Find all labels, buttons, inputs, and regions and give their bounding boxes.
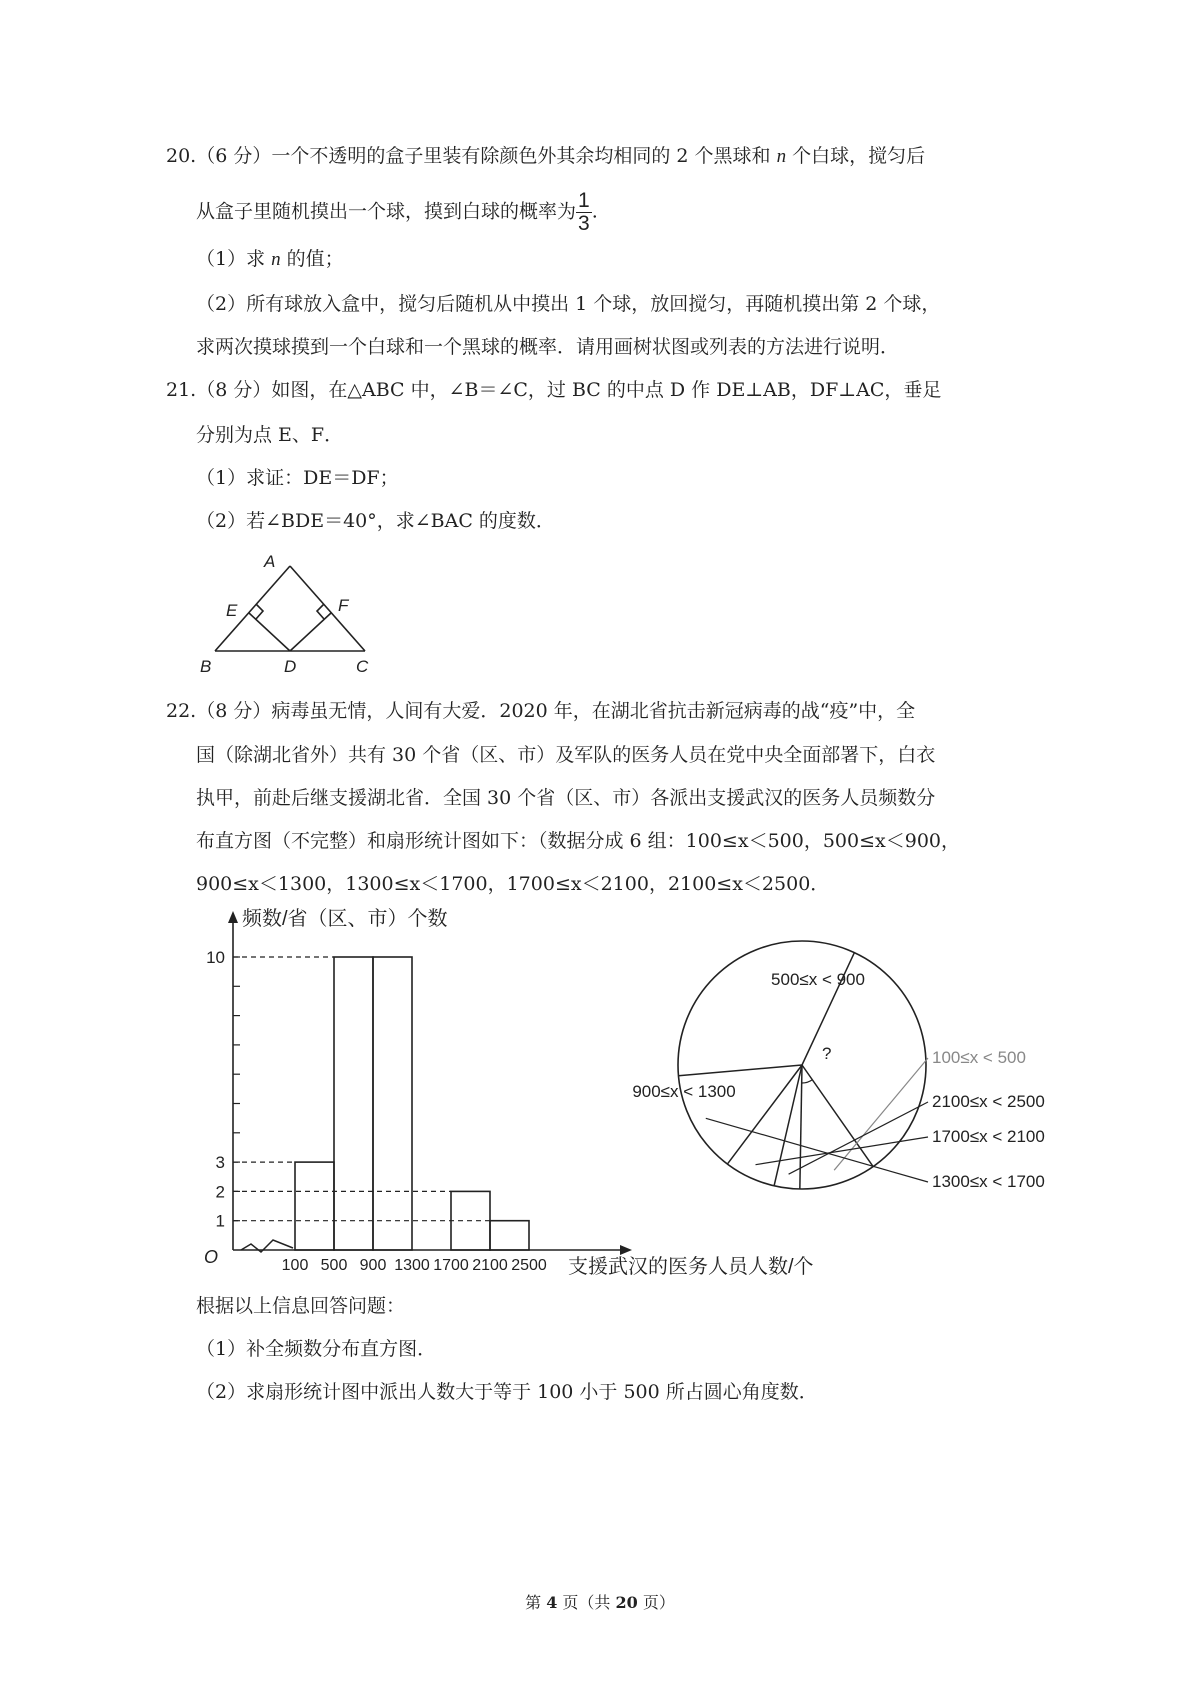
y-tick-label: 2 <box>215 1182 225 1202</box>
q20-text-line2: 从盒子里随机摸出一个球，摸到白球的概率为 <box>196 200 577 223</box>
x-tick-label: 100 <box>281 1257 309 1274</box>
x-tick-label: 1700 <box>433 1257 469 1274</box>
q20-line2-end: . <box>591 200 598 223</box>
x-axis-label: 支援武汉的医务人员人数/个 <box>568 1256 814 1278</box>
label-B: B <box>200 657 212 676</box>
pie-leader-line <box>789 1102 928 1174</box>
q20-sub2-line1: （2）所有球放入盒中，搅匀后随机从中摸出 1 个球，放回搅匀，再随机摸出第 2 个球， <box>196 293 941 315</box>
y-axis-arrow <box>228 911 238 923</box>
right-angle-mark-E <box>256 604 263 619</box>
q22-after: 根据以上信息回答问题： <box>196 1295 406 1317</box>
question-number: 20. <box>166 145 197 167</box>
q20-sub1 <box>196 245 344 274</box>
q21-sub1: （1）求证：DE＝DF； <box>196 467 399 489</box>
page-total: 20 <box>615 1593 638 1612</box>
q20-sub1-b: 的值； <box>280 248 344 270</box>
q22-sub2: （2）求扇形统计图中派出人数大于等于 100 小于 500 所占圆心角度数． <box>196 1381 818 1403</box>
histogram-bar <box>334 957 373 1250</box>
x-tick-label: 900 <box>359 1257 387 1274</box>
pie-slice-label: 2100≤x < 2500 <box>932 1092 1045 1111</box>
question-score: （6 分） <box>196 145 272 167</box>
page-footer: 第 4 页（共 20 页） <box>525 1593 675 1612</box>
question-number: 21. <box>166 379 197 401</box>
segment-AC <box>290 566 365 651</box>
question-score: （8 分） <box>196 700 272 722</box>
question-score: （8 分） <box>196 379 272 401</box>
q20-line1 <box>166 142 925 171</box>
segment-DE <box>249 613 290 651</box>
label-F: F <box>338 596 349 615</box>
y-tick-label: 1 <box>215 1211 225 1231</box>
q22-text-line1: 病毒虽无情，人间有大爱．2020 年，在湖北省抗击新冠病毒的战“疫”中，全 <box>271 700 916 722</box>
variable-n: n <box>271 249 281 270</box>
label-C: C <box>356 657 369 676</box>
fraction-one-third <box>576 190 592 235</box>
q21-line2: 分别为点 E、F． <box>196 424 344 446</box>
label-E: E <box>226 601 238 620</box>
x-tick-label: 1300 <box>394 1257 430 1274</box>
y-tick-label: 3 <box>215 1153 225 1173</box>
q22-line5: 900≤x＜1300，1300≤x＜1700，1700≤x＜2100，2100≤x＜2500． <box>196 873 830 895</box>
pie-leader-line <box>834 1058 928 1170</box>
histogram-bar <box>490 1221 529 1250</box>
label-A: A <box>264 552 276 571</box>
pie-slice-label: 900≤x < 1300 <box>632 1082 736 1101</box>
pie-slice-label: 1300≤x < 1700 <box>932 1172 1045 1191</box>
variable-n: n <box>776 146 787 167</box>
q22-line1 <box>166 697 915 725</box>
q21-sub2: （2）若∠BDE＝40°，求∠BAC 的度数． <box>196 510 555 532</box>
y-tick-label: 10 <box>206 948 225 967</box>
q20-text-b: 个白球，搅匀后 <box>786 145 926 167</box>
x-tick-label: 2500 <box>511 1257 547 1274</box>
q20-text-a: 一个不透明的盒子里装有除颜色外其余均相同的 2 个黑球和 <box>271 145 777 167</box>
segment-DF <box>290 613 331 651</box>
pie-slice-label: 500≤x < 900 <box>771 970 865 989</box>
q20-line2 <box>196 190 598 235</box>
x-tick-label: 500 <box>320 1257 348 1274</box>
q22-line3: 执甲，前赴后继支援湖北省．全国 30 个省（区、市）各派出支援武汉的医务人员频数分 <box>196 787 936 809</box>
pie-slice-label: 100≤x < 500 <box>932 1048 1026 1067</box>
triangle-figure <box>180 548 400 678</box>
origin-label: O <box>204 1247 219 1267</box>
label-D: D <box>284 657 297 676</box>
q20-sub2-line2: 求两次摸球摸到一个白球和一个黑球的概率．请用画树状图或列表的方法进行说明． <box>196 336 900 358</box>
unknown-angle-arc <box>802 1080 813 1083</box>
right-angle-mark-F <box>317 604 324 619</box>
fraction-numerator: 1 <box>578 189 590 212</box>
q21-text-line1: 如图，在△ABC 中，∠B＝∠C，过 BC 的中点 D 作 DE⊥AB，DF⊥AC，垂足 <box>271 379 942 401</box>
page-number: 4 <box>546 1593 558 1612</box>
histogram-bar <box>295 1162 334 1250</box>
unknown-angle-label: ? <box>822 1044 832 1063</box>
x-tick-label: 2100 <box>472 1257 508 1274</box>
pie-chart <box>632 935 1070 1215</box>
pie-slice-label: 1700≤x < 2100 <box>932 1127 1045 1146</box>
question-number: 22. <box>166 700 197 722</box>
y-axis-label: 频数/省（区、市）个数 <box>242 908 448 930</box>
q21-line1 <box>166 376 941 404</box>
q22-line4: 布直方图（不完整）和扇形统计图如下：（数据分成 6 组：100≤x＜500，500≤x＜900， <box>196 830 961 852</box>
histogram-bar <box>373 957 412 1250</box>
q22-line2: 国（除湖北省外）共有 30 个省（区、市）及军队的医务人员在党中央全面部署下，白衣 <box>196 744 936 766</box>
fraction-denominator: 3 <box>578 212 590 235</box>
q22-sub1: （1）补全频数分布直方图． <box>196 1338 437 1360</box>
x-axis-arrow <box>620 1245 632 1255</box>
q20-sub1-a: （1）求 <box>196 248 272 270</box>
pie-slice-boundary <box>678 1065 802 1076</box>
